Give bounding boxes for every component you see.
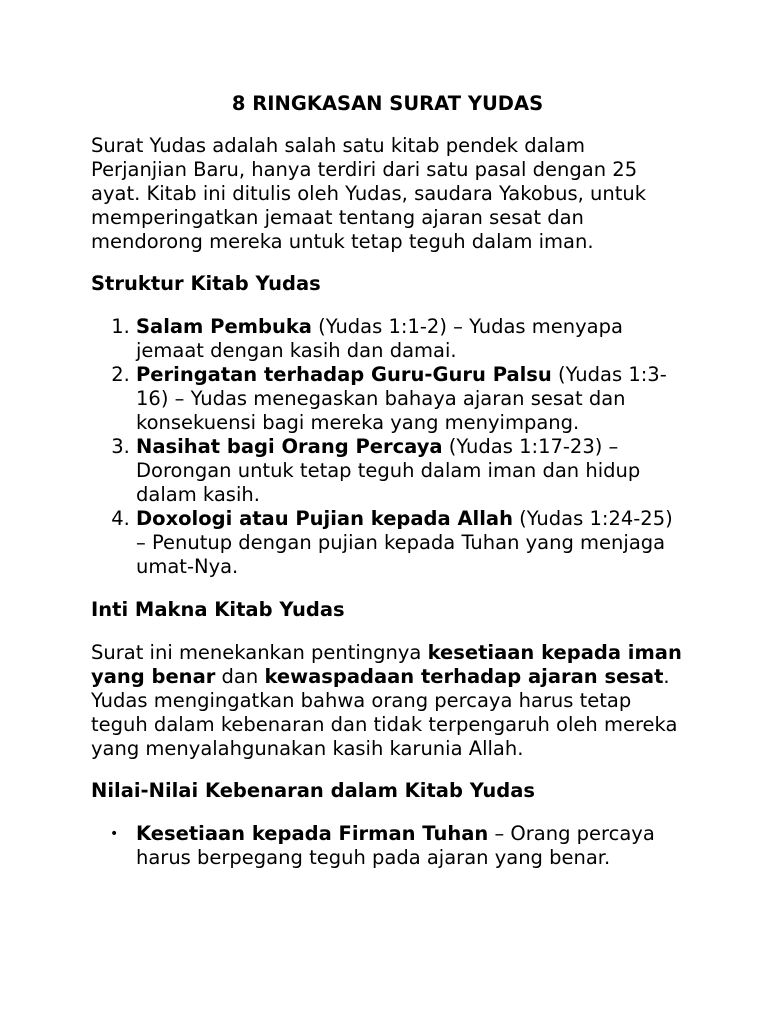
section-heading-inti-makna: Inti Makna Kitab Yudas [91,598,345,621]
list-item-title: Nasihat bagi Orang Percaya [136,435,443,458]
list-item-text: – Orang percaya harus berpegang teguh pada ajaran yang benar. [136,822,655,869]
list-item-text: (Yudas 1:3-16) – Yudas menegaskan bahaya ajaran sesat dan konsekuensi bagi mereka yang menyimpang. [136,363,667,434]
paragraph-text: . Yudas mengingatkan bahwa orang percaya harus tetap teguh dalam kebenaran dan tidak terpengaruh oleh mereka yang menyalahgunakan kasih karunia Allah. [91,665,678,760]
intro-paragraph: Surat Yudas adalah salah satu kitab pendek dalam Perjanjian Baru, hanya terdiri dari satu pasal dengan 25 ayat. Kitab ini ditulis oleh Yudas, saudara Yakobus, untuk memperingatkan jemaat tentang ajaran sesat dan mendorong mereka untuk tetap teguh dalam iman. [91,134,647,253]
paragraph-emphasis: kewaspadaan terhadap ajaran sesat [264,665,664,688]
list-item [136,435,684,507]
paragraph-text: dan [215,665,265,688]
section-heading-struktur: Struktur Kitab Yudas [91,272,321,295]
list-item-text: (Yudas 1:17-23) – Dorongan untuk tetap teguh dalam iman dan hidup dalam kasih. [136,435,641,506]
inti-makna-paragraph [91,641,684,761]
section-heading-nilai-nilai: Nilai-Nilai Kebenaran dalam Kitab Yudas [91,779,536,802]
list-item-title: Peringatan terhadap Guru-Guru Palsu [136,363,552,386]
list-item-title: Doxologi atau Pujian kepada Allah [136,507,513,530]
list-item [136,363,684,435]
list-item-title: Salam Pembuka [136,315,312,338]
list-item [110,822,684,870]
list-item-text: (Yudas 1:24-25) – Penutup dengan pujian kepada Tuhan yang menjaga umat-Nya. [136,507,673,578]
bullet-icon: • [110,826,119,842]
list-item [136,507,684,579]
list-item-title: Kesetiaan kepada Firman Tuhan [136,822,489,845]
list-item [136,315,684,363]
document-title: 8 RINGKASAN SURAT YUDAS [231,92,544,115]
paragraph-text: Surat ini menekankan pentingnya [91,641,428,664]
list-item-text: (Yudas 1:1-2) – Yudas menyapa jemaat dengan kasih dan damai. [136,315,623,362]
nilai-list [91,822,684,870]
struktur-list [91,315,684,579]
paragraph-emphasis: kesetiaan kepada iman yang benar [91,641,682,688]
